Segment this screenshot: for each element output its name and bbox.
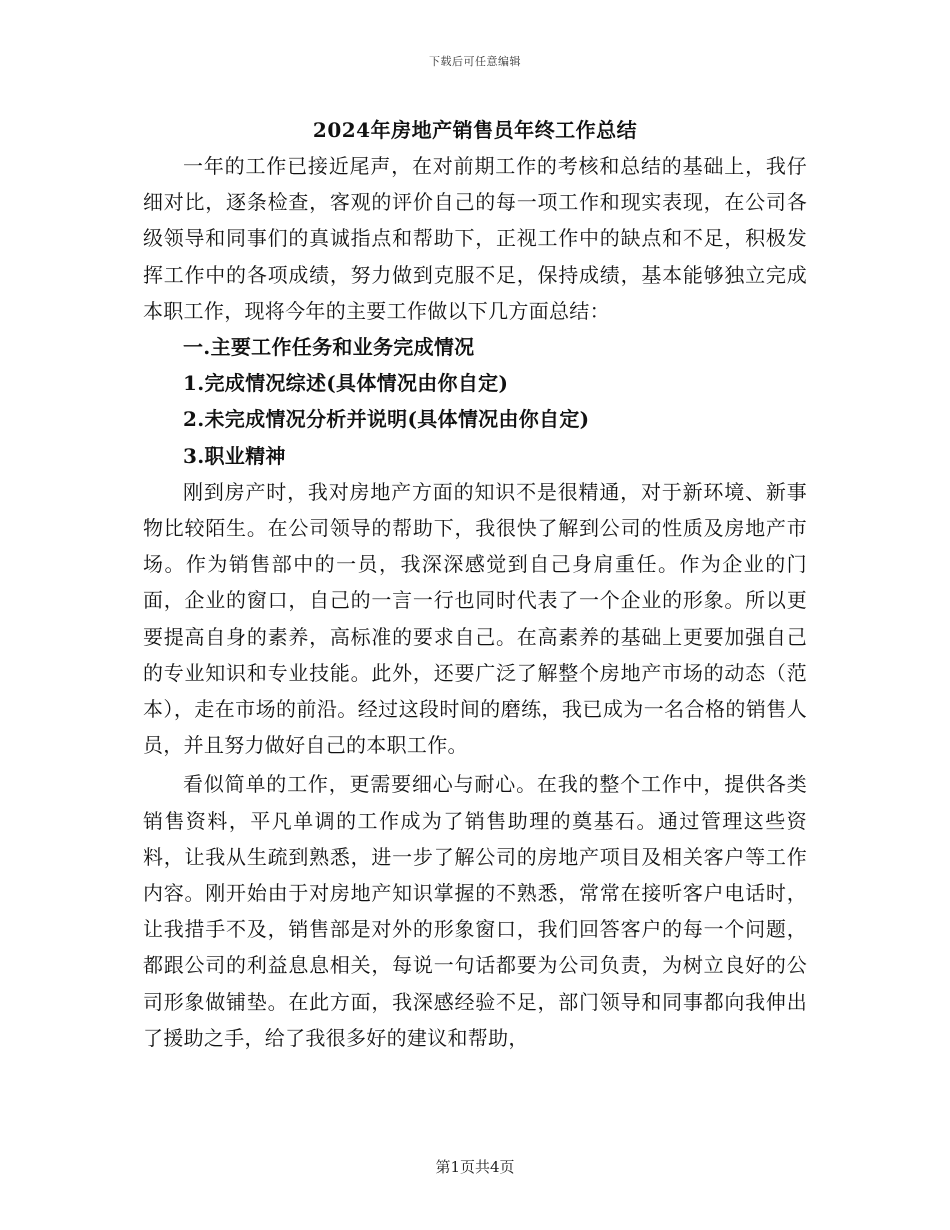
subheading-incomplete-analysis: 2.未完成情况分析并说明(具体情况由你自定) <box>183 407 590 432</box>
intro-paragraph: 一年的工作已接近尾声，在对前期工作的考核和总结的基础上，我仔细对比，逐条检查，客观的评价自己的每一项工作和现实表现，在公司各级领导和同事们的真诚指点和帮助下，正视工作中的缺点和不足，积极发挥工作中的各项成绩，努力做到克服不足，保持成绩，基本能够独立完成本职工作，现将今年的主要工作做以下几方面总结： <box>143 154 807 323</box>
section-heading-main-tasks: 一.主要工作任务和业务完成情况 <box>183 335 475 360</box>
subheading-completion-summary: 1.完成情况综述(具体情况由你自定) <box>183 371 509 396</box>
document-body <box>143 112 807 1056</box>
body-paragraph-1: 刚到房产时，我对房地产方面的知识不是很精通，对于新环境、新事物比较陌生。在公司领导的帮助下，我很快了解到公司的性质及房地产市场。作为销售部中的一员，我深深感觉到自己身肩重任。作为企业的门面，企业的窗口，自己的一言一行也同时代表了一个企业的形象。所以更要提高自身的素养，高标准的要求自己。在高素养的基础上更要加强自己的专业知识和专业技能。此外，还要广泛了解整个房地产市场的动态（范本），走在市场的前沿。经过这段时间的磨练，我已成为一名合格的销售人员，并且努力做好自己的本职工作。 <box>143 479 807 758</box>
page-number: 第1页共4页 <box>435 1158 515 1176</box>
page-header-note: 下载后可任意编辑 <box>429 55 521 68</box>
body-paragraph-2: 看似简单的工作，更需要细心与耐心。在我的整个工作中，提供各类销售资料，平凡单调的工作成为了销售助理的奠基石。通过管理这些资料，让我从生疏到熟悉，进一步了解公司的房地产项目及相关客户等工作内容。刚开始由于对房地产知识掌握的不熟悉，常常在接听客户电话时，让我措手不及，销售部是对外的形象窗口，我们回答客户的每一个问题，都跟公司的利益息息相关，每说一句话都要为公司负责，为树立良好的公司形象做铺垫。在此方面，我深感经验不足，部门领导和同事都向我伸出了援助之手，给了我很多好的建议和帮助， <box>143 772 807 1050</box>
document-title: 2024年房地产销售员年终工作总结 <box>312 118 638 142</box>
subheading-professionalism: 3.职业精神 <box>183 443 286 468</box>
